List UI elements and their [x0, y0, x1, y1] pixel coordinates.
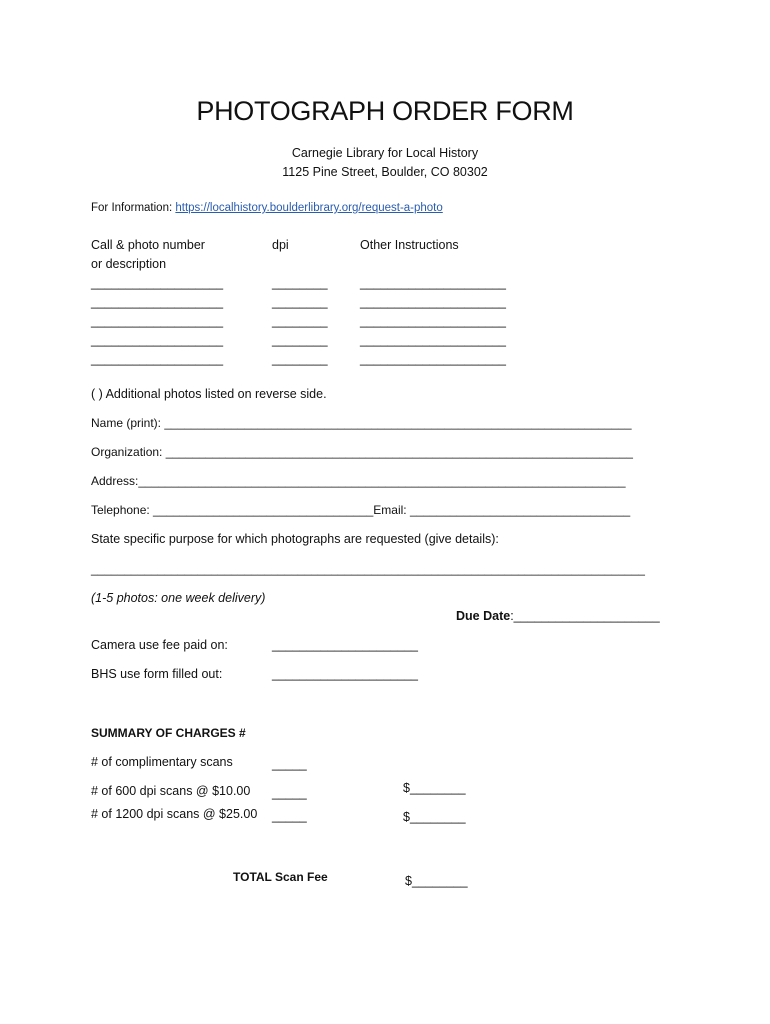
address-field[interactable]: Address:_________________________________________________________________________ [91, 474, 626, 488]
delivery-note: (1-5 photos: one week delivery) [91, 591, 266, 605]
due-date-field[interactable] [456, 609, 660, 623]
row-1-dpi-field[interactable]: ________ [272, 276, 328, 290]
complimentary-scans-label: # of complimentary scans [91, 755, 233, 769]
row-3-instructions-field[interactable]: _____________________ [360, 314, 506, 328]
additional-photos-checkbox[interactable]: ( ) Additional photos listed on reverse side. [91, 387, 327, 401]
complimentary-scans-field[interactable]: _____ [272, 757, 307, 771]
scans-600-label: # of 600 dpi scans @ $10.00 [91, 784, 251, 798]
purpose-field[interactable]: ___________________________________________________________________________________ [91, 562, 645, 576]
summary-heading: SUMMARY OF CHARGES # [91, 726, 246, 740]
row-1-instructions-field[interactable]: _____________________ [360, 276, 506, 290]
scans-1200-label: # of 1200 dpi scans @ $25.00 [91, 807, 258, 821]
row-3-call-number-field[interactable]: ___________________ [91, 314, 224, 328]
camera-fee-field[interactable]: _____________________ [272, 638, 418, 652]
row-2-call-number-field[interactable]: ___________________ [91, 295, 224, 309]
scans-600-field[interactable]: _____ [272, 786, 307, 800]
telephone-email-field[interactable]: Telephone: _________________________________Email: _________________________________ [91, 503, 631, 517]
info-prefix: For Information: [91, 202, 176, 214]
name-field[interactable]: Name (print): ______________________________________________________________________ [91, 416, 632, 430]
total-scan-fee-label: TOTAL Scan Fee [233, 870, 328, 884]
bhs-form-field[interactable]: _____________________ [272, 667, 418, 681]
col-header-dpi: dpi [272, 238, 289, 252]
row-1-call-number-field[interactable]: ___________________ [91, 276, 224, 290]
row-2-dpi-field[interactable]: ________ [272, 295, 328, 309]
total-scan-fee-field[interactable]: $________ [405, 874, 468, 888]
library-address: 1125 Pine Street, Boulder, CO 80302 [282, 165, 488, 179]
row-3-dpi-field[interactable]: ________ [272, 314, 328, 328]
row-5-call-number-field[interactable]: ___________________ [91, 352, 224, 366]
scans-600-amount-field[interactable]: $________ [403, 781, 466, 795]
row-5-instructions-field[interactable]: _____________________ [360, 352, 506, 366]
page-title: PHOTOGRAPH ORDER FORM [196, 96, 574, 126]
scans-1200-field[interactable]: _____ [272, 809, 307, 823]
row-2-instructions-field[interactable]: _____________________ [360, 295, 506, 309]
row-4-call-number-field[interactable]: ___________________ [91, 333, 224, 347]
col-header-instructions: Other Instructions [360, 238, 459, 252]
organization-field[interactable]: Organization: ______________________________________________________________________ [91, 445, 633, 459]
row-4-instructions-field[interactable]: _____________________ [360, 333, 506, 347]
bhs-form-label: BHS use form filled out: [91, 667, 223, 681]
scans-1200-amount-field[interactable]: $________ [403, 810, 466, 824]
row-5-dpi-field[interactable]: ________ [272, 352, 328, 366]
purpose-label: State specific purpose for which photographs are requested (give details): [91, 532, 499, 546]
due-date-line[interactable]: :_____________________ [510, 609, 660, 623]
col-header-call-number: Call & photo number [91, 238, 205, 252]
due-date-label: Due Date [456, 609, 511, 623]
camera-fee-label: Camera use fee paid on: [91, 638, 228, 652]
row-4-dpi-field[interactable]: ________ [272, 333, 328, 347]
info-link[interactable]: https://localhistory.boulderlibrary.org/request-a-photo [175, 202, 443, 214]
library-name: Carnegie Library for Local History [291, 146, 479, 160]
info-line [91, 202, 443, 214]
col-header-description: or description [91, 257, 167, 271]
